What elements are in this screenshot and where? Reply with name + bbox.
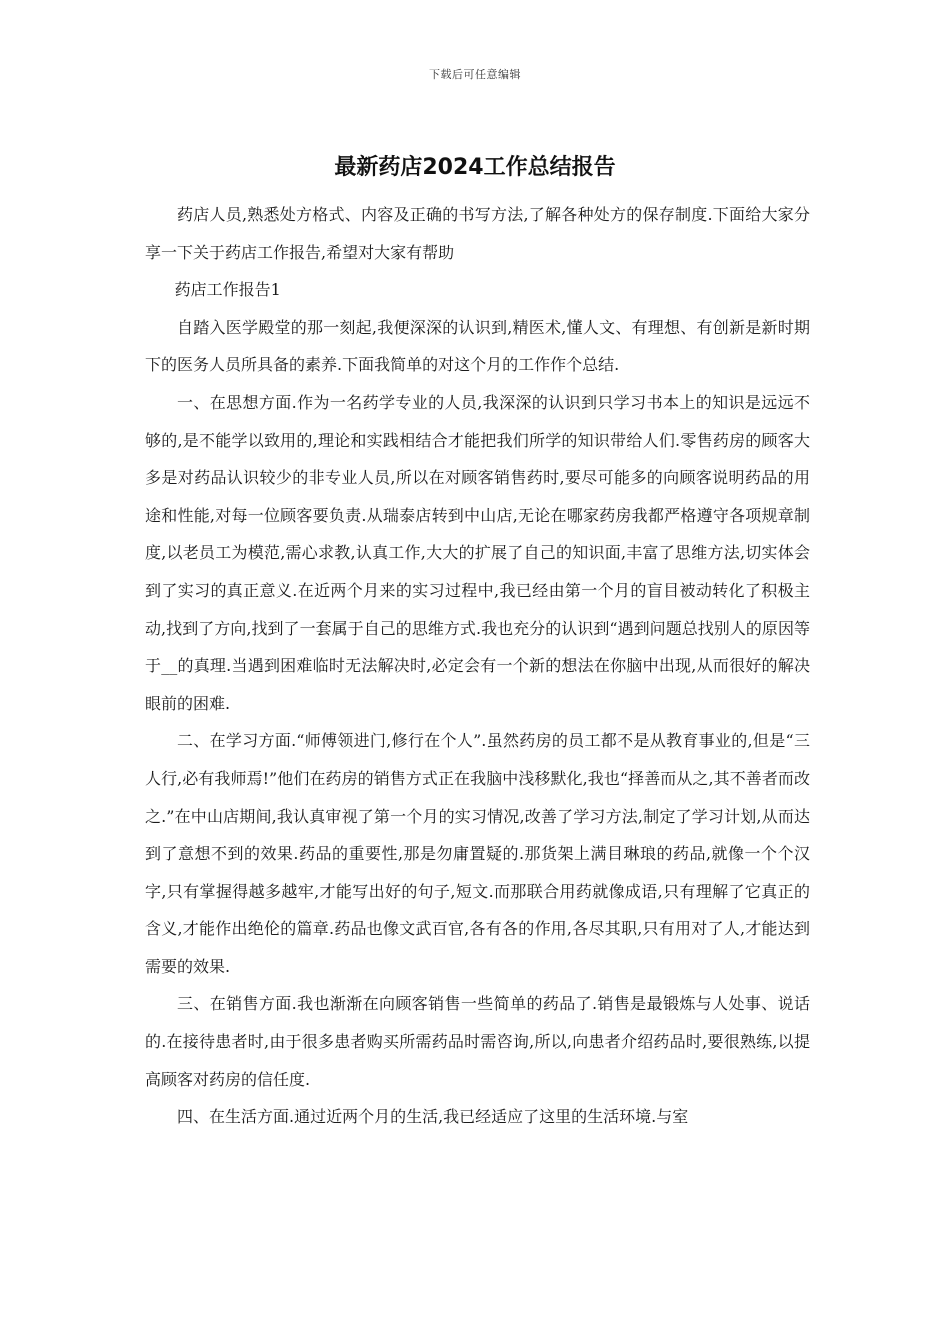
opening-paragraph: 自踏入医学殿堂的那一刻起,我便深深的认识到,精医术,懂人文、有理想、有创新是新时期下的医务人员所具备的素养.下面我简单的对这个月的工作作个总结. (145, 317, 810, 375)
section-life-paragraph: 四、在生活方面.通过近两个月的生活,我已经适应了这里的生活环境.与室 (177, 1107, 689, 1127)
intro-paragraph: 药店人员,熟悉处方格式、内容及正确的书写方法,了解各种处方的保存制度.下面给大家分享一下关于药店工作报告,希望对大家有帮助 (145, 205, 810, 262)
section-sales-paragraph: 三、在销售方面.我也渐渐在向顾客销售一些简单的药品了.销售是最锻炼与人处事、说话的.在接待患者时,由于很多患者购买所需药品时需咨询,所以,向患者介绍药品时,要很熟练,以提高顾客对药房的信任度. (145, 994, 810, 1089)
section-study-paragraph: 二、在学习方面.“师傅领进门,修行在个人”.虽然药房的员工都不是从教育事业的,但是“三人行,必有我师焉!”他们在药房的销售方式正在我脑中浅移默化,我也“择善而从之,其不善者而改之.”在中山店期间,我认真审视了第一个月的实习情况,改善了学习方法,制定了学习计划,从而达到了意想不到的效果.药品的重要性,那是勿庸置疑的.那货架上满目琳琅的药品,就像一个个汉字,只有掌握得越多越牢,才能写出好的句子,短文.而那联合用药就像成语,只有理解了它真正的含义,才能作出绝伦的篇章.药品也像文武百官,各有各的作用,各尽其职,只有用对了人,才能达到需要的效果. (145, 731, 810, 976)
document-body (145, 196, 810, 1136)
header-note: 下载后可任意编辑 (429, 68, 521, 81)
document-title: 最新药店2024工作总结报告 (334, 155, 616, 180)
report-heading: 药店工作报告1 (174, 280, 281, 300)
section-thought-paragraph: 一、在思想方面.作为一名药学专业的人员,我深深的认识到只学习书本上的知识是远远不够的,是不能学以致用的,理论和实践相结合才能把我们所学的知识带给人们.零售药房的顾客大多是对药品认识较少的非专业人员,所以在对顾客销售药时,要尽可能多的向顾客说明药品的用途和性能,对每一位顾客要负责.从瑞泰店转到中山店,无论在哪家药房我都严格遵守各项规章制度,以老员工为模范,需心求教,认真工作,大大的扩展了自己的知识面,丰富了思维方法,切实体会到了实习的真正意义.在近两个月来的实习过程中,我已经由第一个月的盲目被动转化了积极主动,找到了方向,找到了一套属于自己的思维方式.我也充分的认识到“遇到问题总找别人的原因等于__的真理.当遇到困难临时无法解决时,必定会有一个新的想法在你脑中出现,从而很好的解决眼前的困难. (145, 392, 810, 713)
